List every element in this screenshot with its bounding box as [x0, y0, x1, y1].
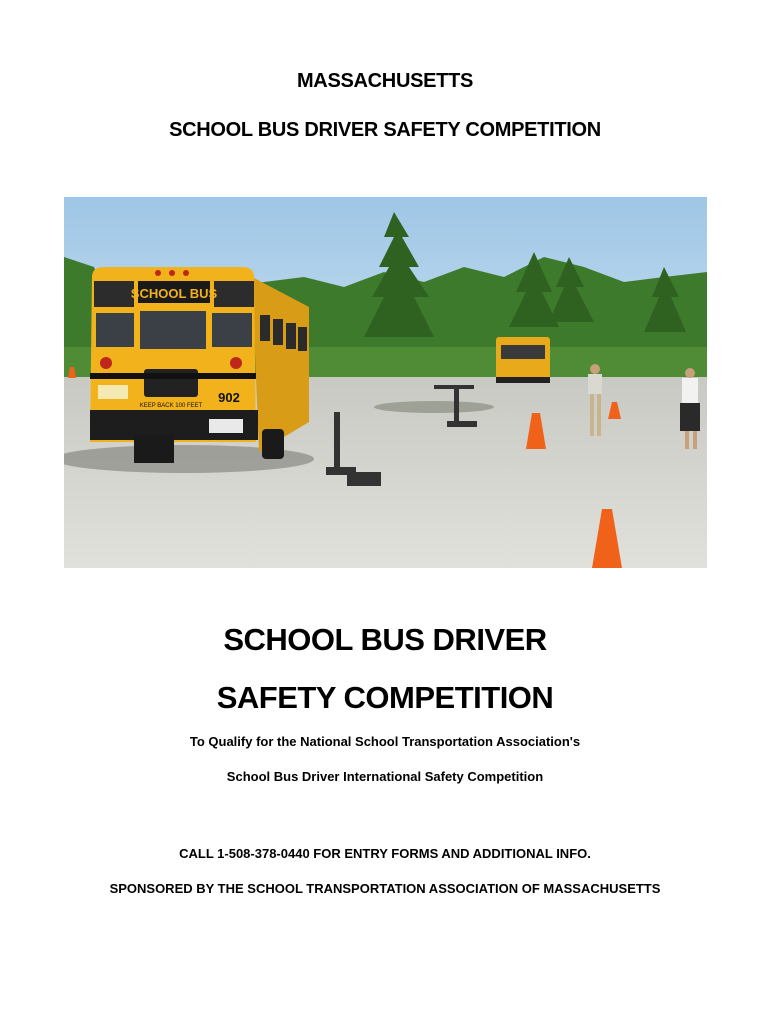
main-title-line1: SCHOOL BUS DRIVER [223, 622, 547, 657]
distant-bus [496, 337, 550, 383]
bus-rear-text: KEEP BACK 100 FEET [139, 403, 203, 409]
header-state: MASSACHUSETTS [296, 70, 474, 92]
bus-number-text: 902 [218, 390, 240, 405]
subtitle-line2: School Bus Driver International Safety Competition [226, 769, 544, 784]
bus-sign-text: SCHOOL BUS [130, 286, 218, 301]
bus-competition-photo [64, 197, 707, 568]
main-title-line2: SAFETY COMPETITION [216, 680, 554, 715]
sponsor-info: SPONSORED BY THE SCHOOL TRANSPORTATION ASSOCIATION OF MASSACHUSETTS [109, 881, 661, 896]
subtitle-line1: To Qualify for the National School Transportation Association's [189, 734, 581, 749]
call-info: CALL 1-508-378-0440 FOR ENTRY FORMS AND ADDITIONAL INFO. [179, 846, 591, 861]
header-competition: SCHOOL BUS DRIVER SAFETY COMPETITION [169, 119, 601, 141]
